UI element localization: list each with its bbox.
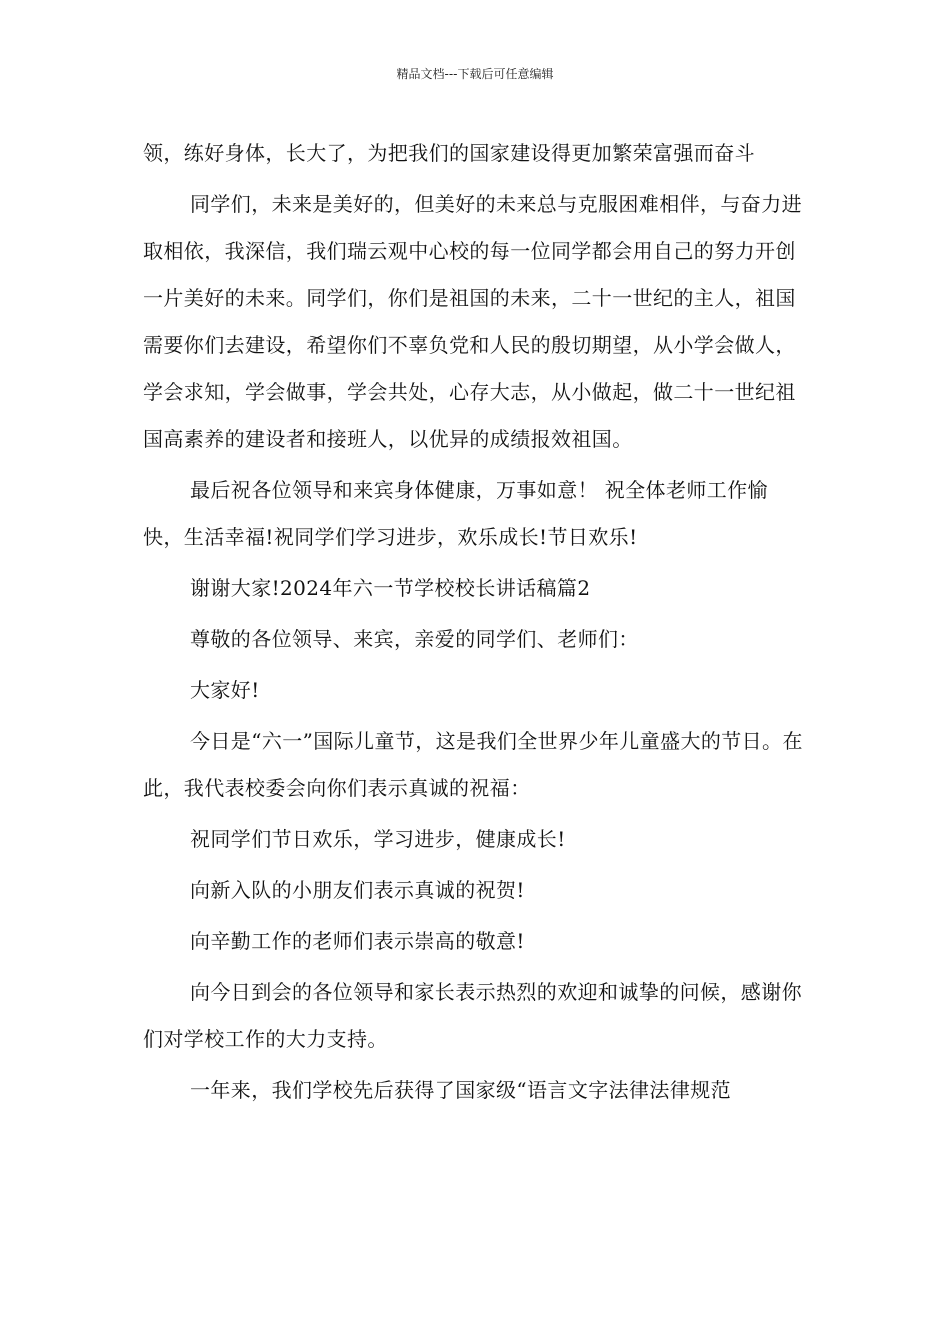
paragraph: 同学们，未来是美好的，但美好的未来总与克服困难相伴，与奋力进取相依，我深信，我们瑞云观中心校的每一位同学都会用自己的努力开创一片美好的未来。同学们，你们是祖国的未来，二十一世纪的主人，祖国需要你们去建设，希望你们不辜负党和人民的殷切期望，从小学会做人，学会求知，学会做事，学会共处，心存大志，从小做起，做二十一世纪祖国高素养的建设者和接班人，以优异的成绩报效祖国。: [143, 192, 802, 451]
paragraph: 领，练好身体，长大了，为把我们的国家建设得更加繁荣富强而奋斗: [143, 141, 755, 165]
paragraph: 向辛勤工作的老师们表示崇高的敬意!: [190, 929, 525, 953]
paragraph: 大家好!: [190, 678, 260, 702]
paragraph: 向新入队的小朋友们表示真诚的祝贺!: [190, 878, 525, 902]
document-body: [143, 130, 807, 1114]
paragraph: 谢谢大家!2024年六一节学校校长讲话稿篇2: [190, 576, 591, 600]
paragraph: 今日是“六一”国际儿童节，这是我们全世界少年儿童盛大的节日。在此，我代表校委会向你们表示真诚的祝福：: [143, 729, 803, 800]
paragraph: 向今日到会的各位领导和家长表示热烈的欢迎和诚挚的问候，感谢你们对学校工作的大力支持。: [143, 980, 802, 1051]
paragraph: 最后祝各位领导和来宾身体健康，万事如意！ 祝全体老师工作愉快，生活幸福!祝同学们学习进步，欢乐成长!节日欢乐!: [143, 478, 768, 549]
paragraph: 祝同学们节日欢乐，学习进步，健康成长!: [190, 827, 566, 851]
page-header: 精品文档---下载后可任意编辑: [396, 67, 554, 81]
paragraph: 一年来，我们学校先后获得了国家级“语言文字法律法律规范: [190, 1078, 732, 1102]
paragraph: 尊敬的各位领导、来宾，亲爱的同学们、老师们：: [190, 627, 639, 651]
